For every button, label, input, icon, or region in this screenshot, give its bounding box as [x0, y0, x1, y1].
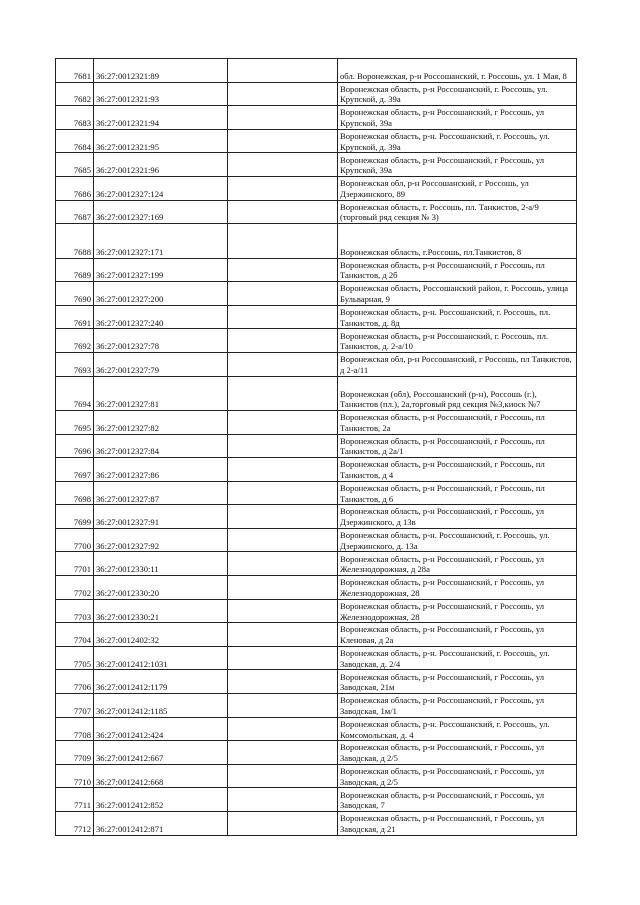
- address-cell: Воронежская область, р-н. Россошанский, г. Россошь, пл. Танкистов, д. 8д: [338, 305, 577, 329]
- table-row: [56, 505, 577, 529]
- address-cell: Воронежская область, Россошанский район, г. Россошь, улица Бульварная, 9: [338, 282, 577, 306]
- cadastral-number: 36:27:0012327:240: [94, 305, 228, 329]
- address-cell: Воронежская область, р-н Россошанский, г Россошь, пл Танкистов, д 2б: [338, 258, 577, 282]
- empty-cell: [228, 576, 338, 600]
- table-row: [56, 623, 577, 647]
- table-row: [56, 352, 577, 376]
- table-row: [56, 717, 577, 741]
- register-table-body: [56, 59, 577, 836]
- empty-cell: [228, 176, 338, 200]
- table-row: [56, 764, 577, 788]
- empty-cell: [228, 282, 338, 306]
- cadastral-number: 36:27:0012327:81: [94, 376, 228, 410]
- row-number: 7706: [56, 670, 94, 694]
- table-row: [56, 552, 577, 576]
- table-row: [56, 458, 577, 482]
- row-number: 7692: [56, 329, 94, 353]
- address-cell: Воронежская область, р-н Россошанский, г Россошь, пл Танкистов, д 6: [338, 481, 577, 505]
- table-row: [56, 176, 577, 200]
- row-number: 7686: [56, 176, 94, 200]
- table-row: [56, 812, 577, 836]
- empty-cell: [228, 352, 338, 376]
- row-number: 7693: [56, 352, 94, 376]
- address-cell: Воронежская область, р-н Россошанский, г Россошь, пл Танкистов, д 2а/1: [338, 434, 577, 458]
- row-number: 7683: [56, 106, 94, 130]
- empty-cell: [228, 153, 338, 177]
- empty-cell: [228, 505, 338, 529]
- table-row: [56, 329, 577, 353]
- cadastral-number: 36:27:0012412:424: [94, 717, 228, 741]
- table-row: [56, 670, 577, 694]
- row-number: 7709: [56, 741, 94, 765]
- table-row: [56, 646, 577, 670]
- cadastral-number: 36:27:0012412:852: [94, 788, 228, 812]
- row-number: 7685: [56, 153, 94, 177]
- cadastral-number: 36:27:0012321:96: [94, 153, 228, 177]
- cadastral-number: 36:27:0012327:92: [94, 528, 228, 552]
- address-cell: Воронежская область, р-н Россошанский, г Россошь, пл Танкистов, д 4: [338, 458, 577, 482]
- cadastral-number: 36:27:0012321:94: [94, 106, 228, 130]
- address-cell: обл. Воронежская, р-н Россошанский, г. Россошь, ул. 1 Мая, 8: [338, 59, 577, 83]
- row-number: 7691: [56, 305, 94, 329]
- row-number: 7703: [56, 599, 94, 623]
- empty-cell: [228, 458, 338, 482]
- empty-cell: [228, 200, 338, 224]
- address-cell: Воронежская область, р-н Россошанский, г Россошь, ул Железнодорожная, 28: [338, 599, 577, 623]
- table-row: [56, 576, 577, 600]
- address-cell: Воронежская обл, р-н Россошанский, г Россошь, ул Дзержинского, 89: [338, 176, 577, 200]
- empty-cell: [228, 329, 338, 353]
- table-row: [56, 200, 577, 224]
- row-number: 7690: [56, 282, 94, 306]
- table-row: [56, 129, 577, 153]
- address-cell: Воронежская область, г. Россошь, пл. Танкистов, 2-а/9 (торговый ряд секция № 3): [338, 200, 577, 224]
- address-cell: Воронежская область, р-н Россошанский, г Россошь, ул Железнодорожная, д 28а: [338, 552, 577, 576]
- cadastral-number: 36:27:0012412:667: [94, 741, 228, 765]
- cadastral-number: 36:27:0012412:1179: [94, 670, 228, 694]
- empty-cell: [228, 528, 338, 552]
- cadastral-number: 36:27:0012321:93: [94, 82, 228, 106]
- address-cell: Воронежская область, р-н Россошанский, г Россошь, пл Танкистов, 2а: [338, 410, 577, 434]
- row-number: 7705: [56, 646, 94, 670]
- row-number: 7684: [56, 129, 94, 153]
- empty-cell: [228, 623, 338, 647]
- row-number: 7704: [56, 623, 94, 647]
- row-number: 7687: [56, 200, 94, 224]
- cadastral-number: 36:27:0012412:1031: [94, 646, 228, 670]
- address-cell: Воронежская область, р-н Россошанский, г Россошь, ул Заводская, 21м: [338, 670, 577, 694]
- table-row: [56, 694, 577, 718]
- address-cell: Воронежская область, р-н Россошанский, г Россошь, ул Крупской, 39а: [338, 106, 577, 130]
- cadastral-number: 36:27:0012330:11: [94, 552, 228, 576]
- empty-cell: [228, 788, 338, 812]
- table-row: [56, 153, 577, 177]
- empty-cell: [228, 670, 338, 694]
- empty-cell: [228, 106, 338, 130]
- row-number: 7682: [56, 82, 94, 106]
- address-cell: Воронежская область, р-н Россошанский, г Россошь, ул Кленовая, д 2а: [338, 623, 577, 647]
- cadastral-number: 36:27:0012327:200: [94, 282, 228, 306]
- cadastral-number: 36:27:0012327:78: [94, 329, 228, 353]
- table-row: [56, 741, 577, 765]
- empty-cell: [228, 646, 338, 670]
- cadastral-number: 36:27:0012327:171: [94, 224, 228, 258]
- cadastral-number: 36:27:0012402:32: [94, 623, 228, 647]
- address-cell: Воронежская область, р-н Россошанский, г Россошь, ул Железнодорожная, 28: [338, 576, 577, 600]
- empty-cell: [228, 59, 338, 83]
- empty-cell: [228, 764, 338, 788]
- cadastral-number: 36:27:0012327:87: [94, 481, 228, 505]
- cadastral-number: 36:27:0012327:91: [94, 505, 228, 529]
- row-number: 7697: [56, 458, 94, 482]
- table-row: [56, 82, 577, 106]
- address-cell: Воронежская область, р-н Россошанский, г Россошь, ул Заводская, д 2/5: [338, 764, 577, 788]
- address-cell: Воронежская область, р-н Россошанский, г. Россошь, ул. Крупской, д. 39а: [338, 82, 577, 106]
- empty-cell: [228, 258, 338, 282]
- table-row: [56, 528, 577, 552]
- address-cell: Воронежская область, р-н. Россошанский, г. Россошь, ул. Комсомольская, д. 4: [338, 717, 577, 741]
- cadastral-number: 36:27:0012330:21: [94, 599, 228, 623]
- table-row: [56, 788, 577, 812]
- table-row: [56, 410, 577, 434]
- empty-cell: [228, 82, 338, 106]
- empty-cell: [228, 741, 338, 765]
- address-cell: Воронежская область, р-н Россошанский, г Россошь, ул Дзержинского, д 13в: [338, 505, 577, 529]
- address-cell: Воронежская область, р-н Россошанский, г Россошь, ул Заводская, д 2/5: [338, 741, 577, 765]
- row-number: 7707: [56, 694, 94, 718]
- register-table: [55, 58, 577, 836]
- empty-cell: [228, 434, 338, 458]
- table-row: [56, 59, 577, 83]
- row-number: 7702: [56, 576, 94, 600]
- cadastral-number: 36:27:0012412:871: [94, 812, 228, 836]
- row-number: 7708: [56, 717, 94, 741]
- row-number: 7695: [56, 410, 94, 434]
- cadastral-number: 36:27:0012327:79: [94, 352, 228, 376]
- table-row: [56, 434, 577, 458]
- row-number: 7698: [56, 481, 94, 505]
- address-cell: Воронежская область, р-н Россошанский, г Россошь, ул Заводская, д 21: [338, 812, 577, 836]
- cadastral-number: 36:27:0012327:124: [94, 176, 228, 200]
- table-row: [56, 305, 577, 329]
- table-row: [56, 599, 577, 623]
- cadastral-number: 36:27:0012327:199: [94, 258, 228, 282]
- address-cell: Воронежская область, р-н Россошанский, г Россошь, ул Крупской, 39а: [338, 153, 577, 177]
- row-number: 7694: [56, 376, 94, 410]
- row-number: 7700: [56, 528, 94, 552]
- empty-cell: [228, 305, 338, 329]
- empty-cell: [228, 410, 338, 434]
- address-cell: Воронежская область, г.Россошь, пл.Танкистов, 8: [338, 224, 577, 258]
- empty-cell: [228, 694, 338, 718]
- address-cell: Воронежская область, р-н. Россошанский, г. Россошь, ул. Заводская, д. 2/4: [338, 646, 577, 670]
- row-number: 7701: [56, 552, 94, 576]
- cadastral-number: 36:27:0012327:82: [94, 410, 228, 434]
- cadastral-number: 36:27:0012327:86: [94, 458, 228, 482]
- table-row: [56, 224, 577, 258]
- address-cell: Воронежская область, р-н Россошанский, г Россошь, ул Заводская, 1м/1: [338, 694, 577, 718]
- address-cell: Воронежская область, р-н Россошанский, г. Россошь, пл. Танкистов, д. 2-а/10: [338, 329, 577, 353]
- empty-cell: [228, 552, 338, 576]
- address-cell: Воронежская область, р-н. Россошанский, г. Россошь, ул. Крупской, д. 39а: [338, 129, 577, 153]
- table-row: [56, 481, 577, 505]
- table-row: [56, 376, 577, 410]
- cadastral-number: 36:27:0012321:89: [94, 59, 228, 83]
- cadastral-number: 36:27:0012412:668: [94, 764, 228, 788]
- table-row: [56, 282, 577, 306]
- address-cell: Воронежская обл, р-н Россошанский, г Россошь, пл Танкистов, д 2-а/11: [338, 352, 577, 376]
- row-number: 7696: [56, 434, 94, 458]
- empty-cell: [228, 129, 338, 153]
- row-number: 7699: [56, 505, 94, 529]
- empty-cell: [228, 376, 338, 410]
- table-row: [56, 106, 577, 130]
- cadastral-number: 36:27:0012327:84: [94, 434, 228, 458]
- cadastral-number: 36:27:0012330:20: [94, 576, 228, 600]
- empty-cell: [228, 224, 338, 258]
- cadastral-number: 36:27:0012412:1185: [94, 694, 228, 718]
- row-number: 7712: [56, 812, 94, 836]
- address-cell: Воронежская (обл), Россошанский (р-н), Россошь (г.), Танкистов (пл.), 2а,торговый ряд секция №3,киоск №7: [338, 376, 577, 410]
- empty-cell: [228, 812, 338, 836]
- empty-cell: [228, 717, 338, 741]
- table-row: [56, 258, 577, 282]
- cadastral-number: 36:27:0012327:169: [94, 200, 228, 224]
- cadastral-number: 36:27:0012321:95: [94, 129, 228, 153]
- address-cell: Воронежская область, р-н Россошанский, г Россошь, ул Заводская, 7: [338, 788, 577, 812]
- row-number: 7688: [56, 224, 94, 258]
- address-cell: Воронежская область, р-н. Россошанский, г. Россошь, ул. Дзержинского, д. 13а: [338, 528, 577, 552]
- row-number: 7689: [56, 258, 94, 282]
- empty-cell: [228, 481, 338, 505]
- row-number: 7711: [56, 788, 94, 812]
- empty-cell: [228, 599, 338, 623]
- row-number: 7681: [56, 59, 94, 83]
- row-number: 7710: [56, 764, 94, 788]
